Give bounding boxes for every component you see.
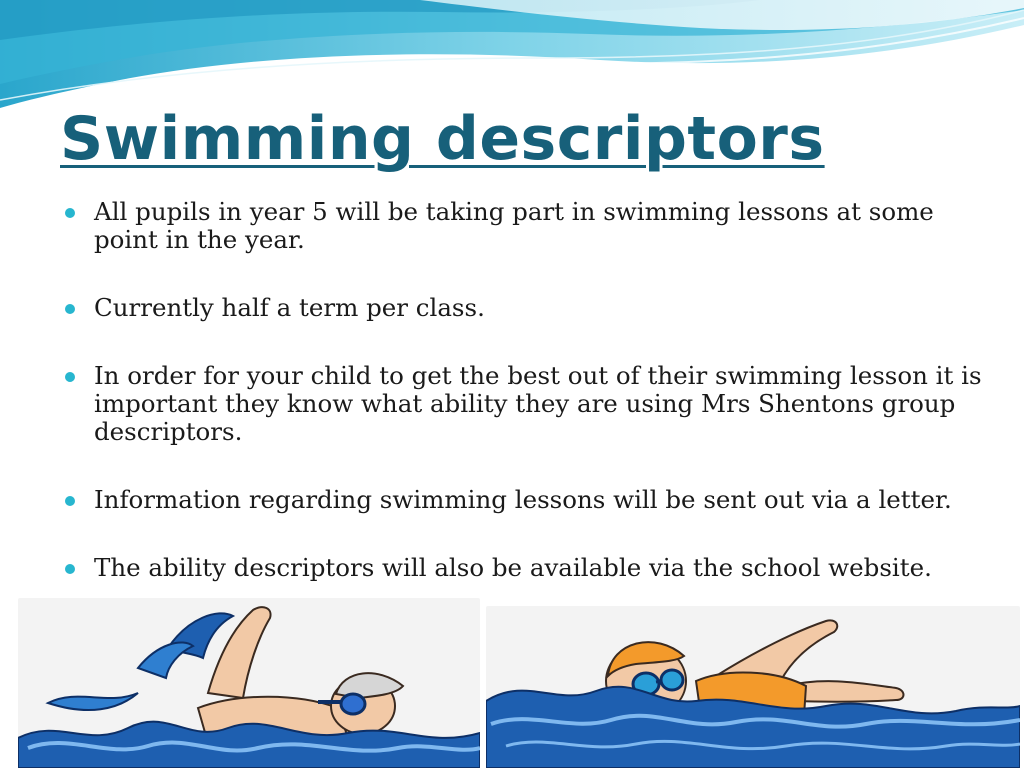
bullet-point-icon	[65, 304, 75, 314]
bullet-text: Information regarding swimming lessons will be sent out via a letter.	[94, 485, 952, 514]
bullet-list	[60, 198, 1000, 582]
bullet-item-letter	[60, 486, 1000, 514]
bullet-item-ability	[60, 362, 1000, 446]
bullet-point-icon	[65, 564, 75, 574]
wave-header-decoration	[0, 0, 1024, 120]
swimmer-goggles-illustration	[486, 606, 1020, 768]
bullet-item-website	[60, 554, 1000, 582]
bullet-item-pupils	[60, 198, 1000, 254]
slide-title: Swimming descriptors	[60, 104, 825, 174]
bullet-text: Currently half a term per class.	[94, 293, 485, 322]
swimmer-freestyle-illustration	[18, 598, 480, 768]
bullet-item-term	[60, 294, 1000, 322]
bullet-text: In order for your child to get the best out of their swimming lesson it is important they know what ability they are using Mrs Shentons group descriptors.	[94, 361, 982, 446]
bullet-point-icon	[65, 372, 75, 382]
bullet-text: The ability descriptors will also be available via the school website.	[94, 553, 932, 582]
bullet-point-icon	[65, 496, 75, 506]
bullet-text: All pupils in year 5 will be taking part in swimming lessons at some point in the year.	[94, 197, 934, 254]
bullet-point-icon	[65, 208, 75, 218]
